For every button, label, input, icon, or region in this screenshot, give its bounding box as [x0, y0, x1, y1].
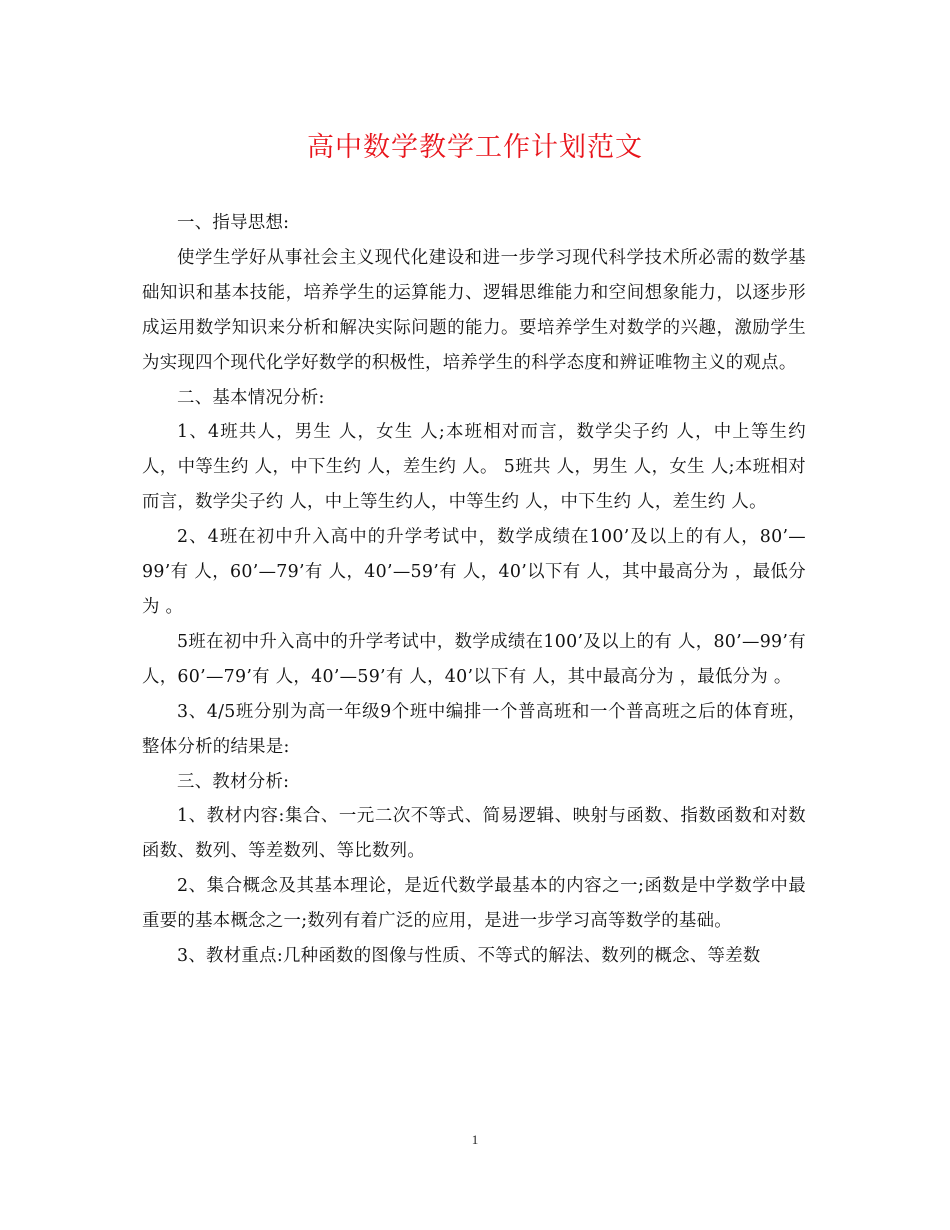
paragraph: 1、4班共人，男生 人，女生 人;本班相对而言，数学尖子约 人，中上等生约 人，中等生约 人，中下生约 人，差生约 人。 5班共 人，男生 人，女生 人;本班相对而言，数学尖子约 人，中上等生约人，中等生约 人，中下生约 人，差生约 人。 — [142, 422, 806, 513]
paragraph: 5班在初中升入高中的升学考试中，数学成绩在100’及以上的有 人，80’—99’有 人，60’—79’有 人，40’—59’有 人，40’以下有 人，其中最高分为 ，最低分为 。 — [142, 631, 806, 687]
paragraph: 使学生学好从事社会主义现代化建设和进一步学习现代科学技术所必需的数学基础知识和基本技能，培养学生的运算能力、逻辑思维能力和空间想象能力，以逐步形成运用数学知识来分析和解决实际问题的能力。要培养学生对数学的兴趣，激励学生为实现四个现代化学好数学的积极性，培养学生的科学态度和辨证唯物主义的观点。 — [142, 247, 806, 373]
document-title: 高中数学教学工作计划范文 — [307, 132, 643, 163]
paragraph: 3、4/5班分别为高一年级9个班中编排一个普高班和一个普高班之后的体育班，整体分析的结果是: — [142, 701, 806, 757]
paragraph: 3、教材重点:几种函数的图像与性质、不等式的解法、数列的概念、等差数 — [177, 946, 761, 967]
section-heading-guiding-ideology: 一、指导思想: — [177, 213, 290, 233]
section-heading-textbook-analysis: 三、教材分析: — [177, 771, 290, 792]
paragraph: 2、集合概念及其基本理论，是近代数学最基本的内容之一;函数是中学数学中最重要的基本概念之一;数列有着广泛的应用，是进一步学习高等数学的基础。 — [142, 876, 806, 932]
paragraph: 2、4班在初中升入高中的升学考试中，数学成绩在100’及以上的有人，80’—99’有 人，60’—79’有 人，40’—59’有 人，40’以下有 人，其中最高分为 ，最低分为 。 — [142, 527, 806, 617]
paragraph: 1、教材内容:集合、一元二次不等式、简易逻辑、映射与函数、指数函数和对数函数、数列、等差数列、等比数列。 — [142, 806, 806, 862]
section-heading-basic-analysis: 二、基本情况分析: — [177, 387, 325, 408]
page-number: 1 — [471, 1132, 479, 1147]
document-body — [142, 206, 806, 974]
